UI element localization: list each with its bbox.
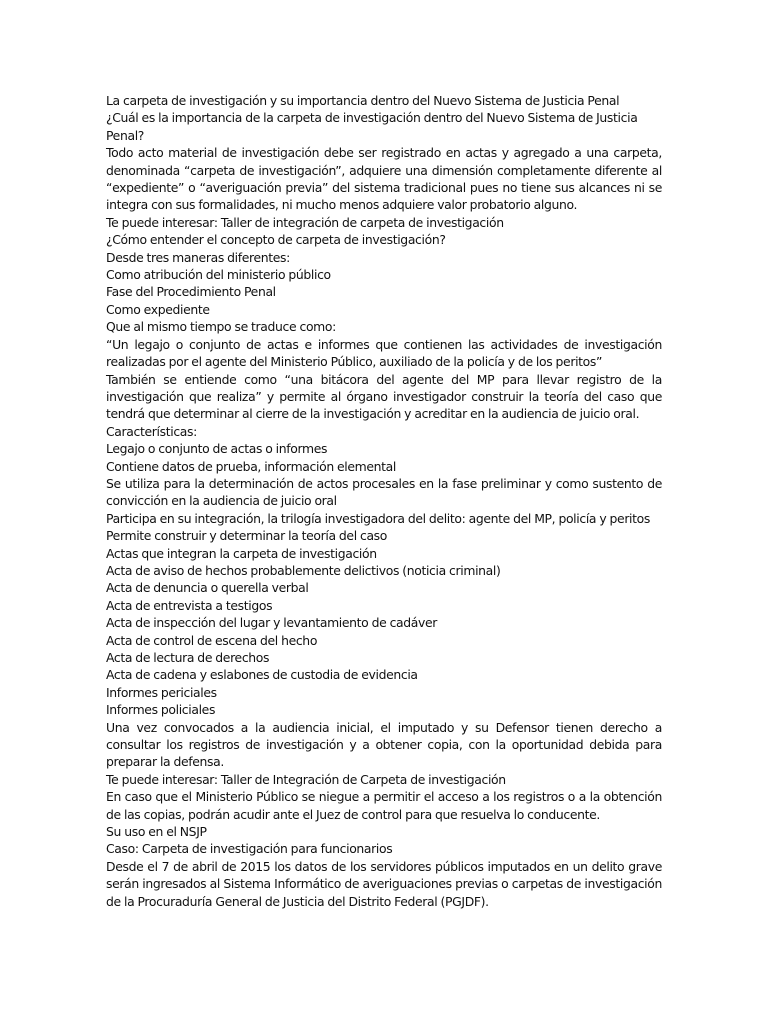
paragraph: ¿Cómo entender el concepto de carpeta de investigación?: [106, 232, 446, 248]
paragraph: Su uso en el NSJP: [106, 824, 207, 840]
paragraph: También se entiende como “una bitácora del agente del MP para llevar registro de la investigación que realiza” y permite al órgano investigador construir la teoría del caso que tendrá que determinar al cierre de la investigación y acreditar en la audiencia de juicio oral.: [106, 371, 662, 422]
paragraph: Informes periciales: [106, 684, 217, 700]
paragraph: Acta de control de escena del hecho: [106, 632, 318, 648]
paragraph: Acta de cadena y eslabones de custodia de evidencia: [106, 667, 418, 683]
paragraph: Actas que integran la carpeta de investigación: [106, 545, 377, 561]
paragraph: Acta de aviso de hechos probablemente delictivos (noticia criminal): [106, 562, 501, 578]
paragraph: ¿Cuál es la importancia de la carpeta de investigación dentro del Nuevo Sistema de Justicia Penal?: [106, 110, 638, 143]
paragraph: Participa en su integración, la trilogía investigadora del delito: agente del MP, policía y peritos: [106, 510, 650, 526]
paragraph: “Un legajo o conjunto de actas e informes que contienen las actividades de investigación realizadas por el agente del Ministerio Público, auxiliado de la policía y de los peritos”: [106, 336, 662, 370]
document-body: [106, 109, 662, 910]
paragraph: Desde el 7 de abril de 2015 los datos de los servidores públicos imputados en un delito grave serán ingresados al Sistema Informático de averiguaciones previas o carpetas de investigación de la Procuraduría General de Justicia del Distrito Federal (PGJDF).: [106, 858, 662, 909]
paragraph: Acta de lectura de derechos: [106, 650, 270, 665]
paragraph: Informes policiales: [106, 702, 216, 718]
paragraph: Desde tres maneras diferentes:: [106, 249, 290, 265]
paragraph: Características:: [106, 423, 197, 439]
document-title: La carpeta de investigación y su importancia dentro del Nuevo Sistema de Justicia Penal: [106, 93, 620, 108]
paragraph: Como atribución del ministerio público: [106, 267, 331, 283]
paragraph: Contiene datos de prueba, información elemental: [106, 458, 396, 474]
paragraph: Una vez convocados a la audiencia inicial, el imputado y su Defensor tienen derecho a consultar los registros de investigación y a obtener copia, con la oportunidad debida para preparar la defensa.: [106, 719, 662, 770]
paragraph: Se utiliza para la determinación de actos procesales en la fase preliminar y como sustento de convicción en la audiencia de juicio oral: [106, 475, 662, 509]
paragraph: Acta de inspección del lugar y levantamiento de cadáver: [106, 615, 438, 631]
paragraph: Acta de entrevista a testigos: [106, 597, 273, 613]
paragraph: Te puede interesar: Taller de Integración de Carpeta de investigación: [106, 771, 506, 787]
paragraph: Te puede interesar: Taller de integración de carpeta de investigación: [106, 214, 504, 230]
paragraph: Legajo o conjunto de actas o informes: [106, 441, 328, 457]
paragraph: Fase del Procedimiento Penal: [106, 284, 276, 300]
paragraph: Acta de denuncia o querella verbal: [106, 580, 309, 596]
paragraph: Permite construir y determinar la teoría del caso: [106, 528, 388, 544]
paragraph: Todo acto material de investigación debe ser registrado en actas y agregado a una carpeta, denominada “carpeta de investigación”, adquiere una dimensión completamente diferente al “expediente” o “averiguación previa” del sistema tradicional pues no tiene sus alcances ni se integra con sus formalidades, ni mucho menos adquiere valor probatorio alguno.: [106, 145, 662, 213]
paragraph: Caso: Carpeta de investigación para funcionarios: [106, 841, 393, 857]
paragraph: Como expediente: [106, 301, 210, 317]
paragraph: Que al mismo tiempo se traduce como:: [106, 319, 336, 335]
paragraph: En caso que el Ministerio Público se niegue a permitir el acceso a los registros o a la obtención de las copias, podrán acudir ante el Juez de control para que resuelva lo conducente.: [106, 789, 662, 822]
